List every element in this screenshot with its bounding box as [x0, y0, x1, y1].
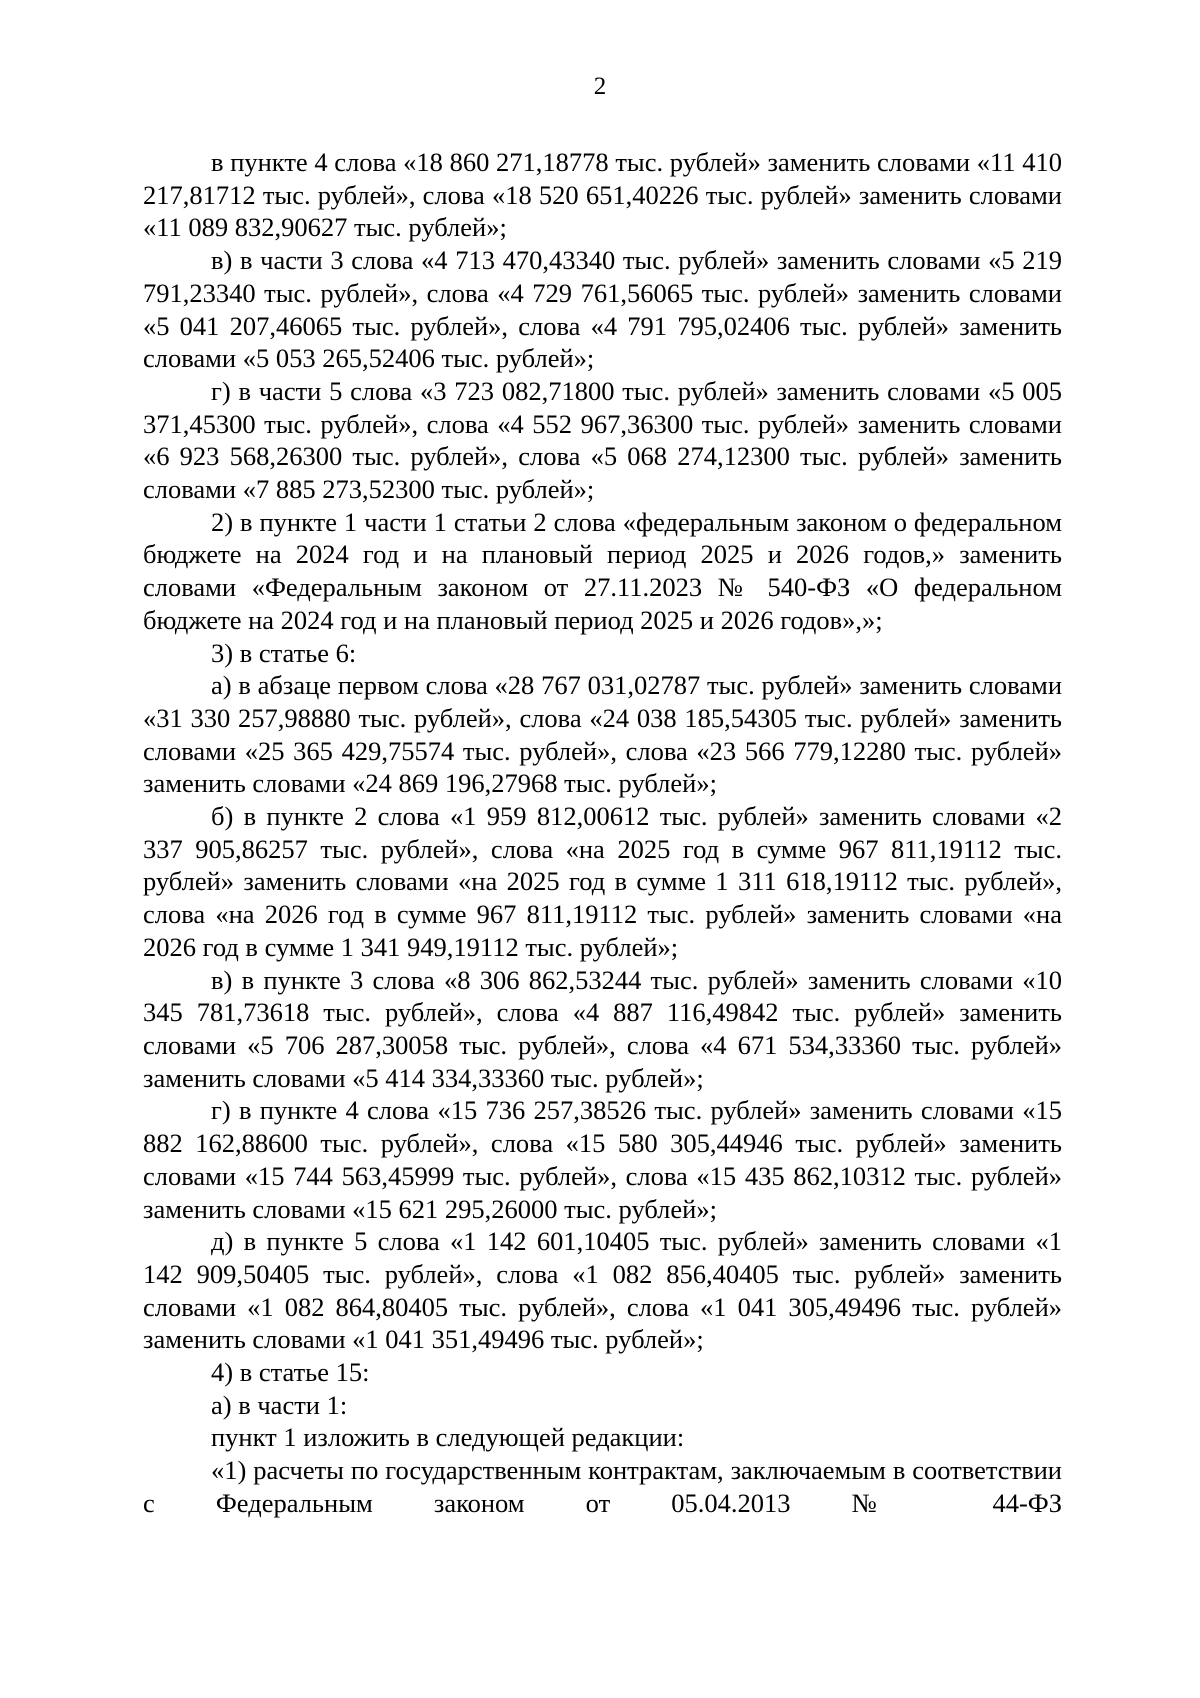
paragraph-item-d-punkt-5: д) в пункте 5 слова «1 142 601,10405 тыс. рублей» заменить словами «1 142 909,50405 тыс. рублей», слова «1 082 856,40405 тыс. рублей» заменить словами «1 082 864,80405 тыс. рублей», слова «1 041 305,49496 тыс. рублей» заменить словами «1 041 351,49496 тыс. рублей»; — [143, 1226, 1062, 1355]
paragraph-item-g-part-5: г) в части 5 слова «3 723 082,71800 тыс. рублей» заменить словами «5 005 371,45300 тыс. рублей», слова «4 552 967,36300 тыс. рублей» заменить словами «6 923 568,26300 тыс. рублей», слова «5 068 274,12300 тыс. рублей» заменить словами «7 885 273,52300 тыс. рублей»; — [143, 375, 1062, 505]
paragraph-item-a-part-1: а) в части 1: — [211, 1389, 348, 1420]
page-number: 2 — [593, 73, 607, 100]
paragraph-item-b-punkt-2: б) в пункте 2 слова «1 959 812,00612 тыс. рублей» заменить словами «2 337 905,86257 тыс. рублей», слова «на 2025 год в сумме 967 811,19112 тыс. рублей» заменить словами «на 2025 год в сумме 1 311 618,19112 тыс. рублей», слова «на 2026 год в сумме 967 811,19112 тыс. рублей» заменить словами «на 2026 год в сумме 1 341 949,19112 тыс. рублей»; — [143, 801, 1062, 962]
paragraph-item-a-first-abzac: а) в абзаце первом слова «28 767 031,02787 тыс. рублей» заменить словами «31 330 257,98880 тыс. рублей», слова «24 038 185,54305 тыс. рублей» заменить словами «25 365 429,75574 тыс. рублей», слова «23 566 779,12280 тыс. рублей» заменить словами «24 869 196,27968 тыс. рублей»; — [143, 670, 1062, 799]
paragraph-point-2-article-2: 2) в пункте 1 части 1 статьи 2 слова «федеральным законом о федеральном бюджете на 2024 год и на плановый период 2025 и 2026 годов,» заменить словами «Федеральным законом от 27.11.2023 № 540-ФЗ «О федеральном бюджете на 2024 год и на плановый период 2025 и 2026 годов»,»; — [143, 506, 1062, 635]
paragraph-item-v-part-3: в) в части 3 слова «4 713 470,43340 тыс. рублей» заменить словами «5 219 791,23340 тыс. рублей», слова «4 729 761,56065 тыс. рублей» заменить словами «5 041 207,46065 тыс. рублей», слова «4 791 795,02406 тыс. рублей» заменить словами «5 053 265,52406 тыс. рублей»; — [143, 245, 1062, 374]
paragraph-item-v-punkt-3: в) в пункте 3 слова «8 306 862,53244 тыс. рублей» заменить словами «10 345 781,73618 тыс. рублей», слова «4 887 116,49842 тыс. рублей» заменить словами «5 706 287,30058 тыс. рублей», слова «4 671 534,33360 тыс. рублей» заменить словами «5 414 334,33360 тыс. рублей»; — [143, 964, 1062, 1093]
paragraph-point-3-article-6: 3) в статье 6: — [211, 637, 357, 668]
paragraph-point-4-article-15: 4) в статье 15: — [211, 1357, 370, 1388]
paragraph-subpoint-4-continuation: в пункте 4 слова «18 860 271,18778 тыс. рублей» заменить словами «11 410 217,81712 тыс. рублей», слова «18 520 651,40226 тыс. рублей» заменить словами «11 089 832,90627 тыс. рублей»; — [143, 147, 1062, 243]
paragraph-quoted-punkt-1: «1) расчеты по государственным контрактам, заключаемым в соответствии с Федеральным законом от 05.04.2013 № 44-ФЗ — [143, 1455, 1062, 1518]
paragraph-item-g-punkt-4: г) в пункте 4 слова «15 736 257,38526 тыс. рублей» заменить словами «15 882 162,88600 тыс. рублей», слова «15 580 305,44946 тыс. рублей» заменить словами «15 744 563,45999 тыс. рублей», слова «15 435 862,10312 тыс. рублей» заменить словами «15 621 295,26000 тыс. рублей»; — [143, 1095, 1062, 1224]
document-body — [143, 146, 1062, 1520]
paragraph-punkt-1-new-edition: пункт 1 изложить в следующей редакции: — [211, 1422, 685, 1453]
